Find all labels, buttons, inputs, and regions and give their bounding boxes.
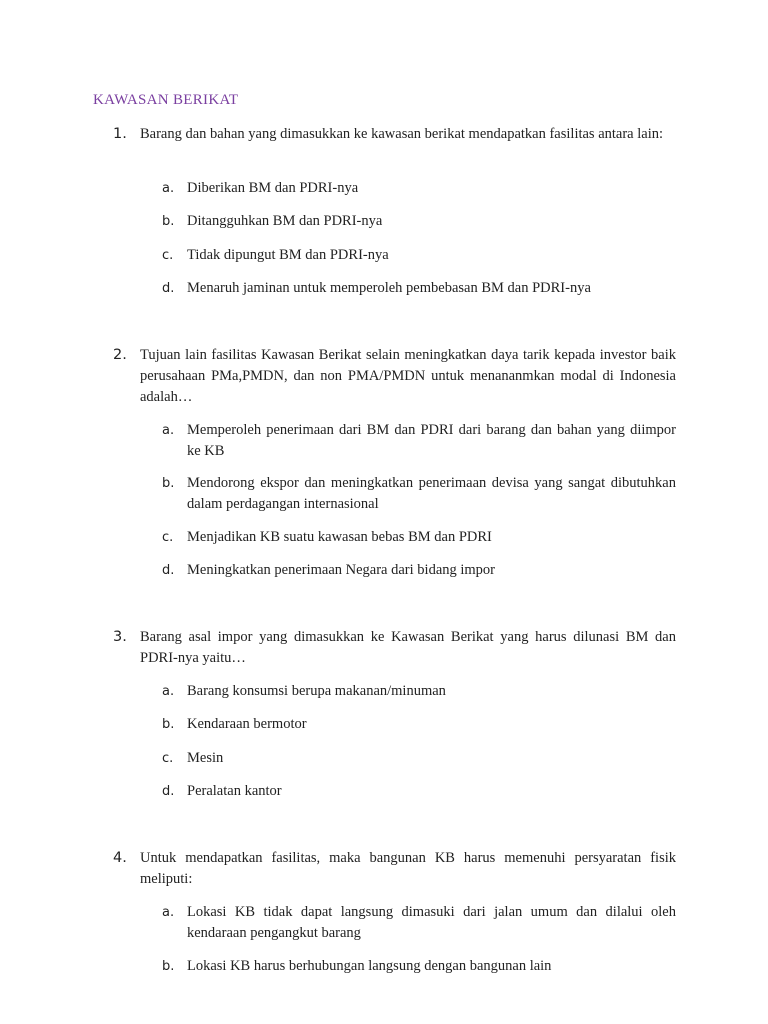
question-text: Barang dan bahan yang dimasukkan ke kawasan berikat mendapatkan fasilitas antara lain: — [140, 126, 664, 142]
option-label: b. — [162, 214, 175, 229]
option-label: c. — [162, 751, 174, 766]
question-number: 4. — [113, 850, 127, 866]
option-label: c. — [162, 248, 174, 263]
option-text: Barang konsumsi berupa makanan/minuman — [187, 683, 446, 699]
option-label: d. — [162, 281, 175, 296]
option-text: Memperoleh penerimaan dari BM dan PDRI dari barang dan bahan yang diimpor ke KB — [187, 422, 676, 459]
question-number: 3. — [113, 629, 127, 645]
option-text: Lokasi KB harus berhubungan langsung dengan bangunan lain — [187, 958, 552, 974]
option-label: a. — [162, 684, 175, 699]
page-title: KAWASAN BERIKAT — [93, 92, 239, 108]
option-text: Peralatan kantor — [187, 783, 282, 799]
option-text: Lokasi KB tidak dapat langsung dimasuki dari jalan umum dan dilalui oleh kendaraan pengangkut barang — [187, 904, 676, 941]
option-text: Kendaraan bermotor — [187, 716, 307, 732]
option-label: c. — [162, 530, 174, 545]
question-number: 1. — [113, 126, 127, 142]
option-text: Menjadikan KB suatu kawasan bebas BM dan PDRI — [187, 529, 492, 545]
option-label: a. — [162, 905, 175, 920]
option-text: Diberikan BM dan PDRI-nya — [187, 180, 359, 196]
question-text: Barang asal impor yang dimasukkan ke Kawasan Berikat yang harus dilunasi BM dan PDRI-nya yaitu… — [140, 629, 676, 666]
option-text: Ditangguhkan BM dan PDRI-nya — [187, 213, 383, 229]
option-text: Mendorong ekspor dan meningkatkan penerimaan devisa yang sangat dibutuhkan dalam perdagangan internasional — [187, 475, 676, 512]
option-label: b. — [162, 717, 175, 732]
question-text: Untuk mendapatkan fasilitas, maka bangunan KB harus memenuhi persyaratan fisik meliputi: — [140, 850, 676, 887]
option-label: d. — [162, 563, 175, 578]
option-label: d. — [162, 784, 175, 799]
option-text: Mesin — [187, 750, 224, 766]
option-label: b. — [162, 959, 175, 974]
question-text: Tujuan lain fasilitas Kawasan Berikat selain meningkatkan daya tarik kepada investor baik perusahaan PMa,PMDN, dan non PMA/PMDN untuk menananmkan modal di Indonesia adalah… — [140, 347, 676, 405]
question-number: 2. — [113, 347, 127, 363]
option-text: Menaruh jaminan untuk memperoleh pembebasan BM dan PDRI-nya — [187, 280, 591, 296]
option-label: b. — [162, 476, 175, 491]
option-label: a. — [162, 423, 175, 438]
option-text: Tidak dipungut BM dan PDRI-nya — [187, 247, 389, 263]
option-text: Meningkatkan penerimaan Negara dari bidang impor — [187, 562, 496, 578]
option-label: a. — [162, 181, 175, 196]
